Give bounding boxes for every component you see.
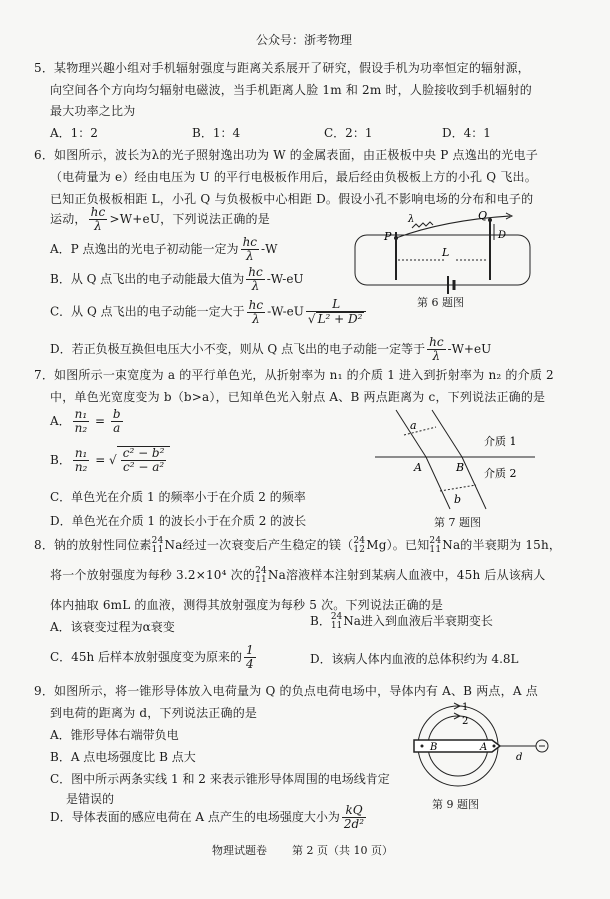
label-d: D — [498, 230, 507, 241]
label-medium-2: 介质 2 — [484, 467, 517, 480]
quarter-fraction — [244, 644, 256, 671]
page-header: 公众号：浙考物理 — [256, 33, 353, 47]
atomic-number: 12 — [353, 544, 366, 555]
q6-option-d-tail: -W+eU — [447, 342, 492, 356]
frac-denominator: √ L² + D² — [307, 312, 363, 326]
label-point-b: B — [456, 461, 465, 474]
frac-numerator: hc — [242, 235, 258, 249]
photon-energy-fraction — [427, 336, 445, 363]
q9-option-c-line-1: C．图中所示两条实线 1 和 2 来表示锥形导体周围的电场线肯定 — [50, 772, 390, 786]
q8-option-b-label: B． — [310, 614, 331, 628]
q9-option-b: B．A 点电场强度比 B 点大 — [50, 750, 196, 764]
atomic-number: 11 — [151, 544, 164, 555]
q8-option-b-text: Na进入到血液后半衰期变长 — [343, 614, 493, 628]
frac-numerator: L — [306, 298, 367, 312]
point-p — [394, 236, 398, 240]
q6-option-a — [50, 236, 277, 263]
photon-energy-fraction — [246, 266, 264, 293]
width-a-mark — [404, 427, 436, 435]
q7-option-d: D．单色光在介质 1 的波长小于在介质 2 的波长 — [50, 514, 307, 528]
q8-option-a: A．该衰变过程为α衰变 — [50, 620, 175, 634]
sqrt-radicand: L² + D² — [317, 312, 363, 326]
q9-option-a: A．锥形导体右端带负电 — [50, 728, 179, 742]
q6-option-d — [50, 336, 491, 363]
q8-option-d: D．该病人体内血液的总体积约为 4.8L — [310, 652, 519, 666]
label-medium-1: 介质 1 — [484, 435, 517, 448]
hole-q — [488, 218, 492, 222]
frac-numerator: n₁ — [74, 446, 88, 460]
q7-option-a: A． $\frac{\text{n₁}}{\text{n₂}}$ = $\frac{b}{a}$ — [50, 407, 121, 435]
q6-option-b-text: B．从 Q 点飞出的电子动能最大值为 — [50, 272, 245, 286]
q5-option-c: C．2：1 — [324, 126, 373, 140]
frac-numerator: hc — [248, 297, 264, 312]
q8-line-1 — [34, 536, 561, 555]
label-b: b — [454, 493, 462, 506]
frac-numerator: kQ — [342, 804, 366, 818]
q6-option-b-tail: -W-eU — [266, 272, 304, 286]
footer-title: 物理试题卷 — [212, 844, 267, 857]
na-isotope — [429, 537, 441, 555]
frac-numerator: 1 — [246, 643, 254, 657]
label-point-a: A — [414, 461, 422, 474]
q6-line-1: 6．如图所示，波长为λ的光子照射逸出功为 W 的金属表面，由正极板中央 P 点逸出的光电子 — [34, 148, 538, 162]
q9-option-c-line-2: 是错误的 — [66, 792, 115, 806]
index-ratio — [73, 447, 90, 474]
label-p: P — [384, 230, 392, 243]
frac-numerator: c² − b² — [122, 446, 165, 460]
ray-2-out — [462, 457, 486, 509]
frac-denominator: n₂ — [74, 421, 88, 435]
label-b: B — [430, 742, 438, 753]
frac-denominator: n₂ — [74, 460, 88, 474]
q9-figure-caption: 第 9 题图 — [432, 798, 479, 811]
q5-line-1: 5．某物理兴趣小组对手机辐射强度与距离关系展开了研究，假设手机为功率恒定的辐射源， — [34, 61, 530, 75]
q5-option-b: B．1：4 — [192, 126, 241, 140]
q5-line-3: 最大功率之比为 — [50, 104, 136, 118]
q8-line-2 — [50, 566, 545, 585]
q7-line-1: 7．如图所示一束宽度为 a 的平行单色光，从折射率为 n₁ 的介质 1 进入到折射率为 n₂ 的介质 2 — [34, 368, 554, 382]
frac-numerator: hc — [429, 335, 444, 349]
ray-2-in — [432, 410, 462, 457]
atomic-number: 11 — [255, 574, 267, 585]
label-line-2: 2 — [462, 716, 469, 727]
q7-figure-caption: 第 7 题图 — [434, 516, 481, 529]
light-wave — [412, 222, 433, 228]
frac-denominator: 2d² — [343, 817, 365, 831]
q9-line-1: 9．如图所示，将一锥形导体放入电荷量为 Q 的负点电荷电场中，导体内有 A、B 两点，A 点 — [34, 684, 538, 698]
label-l: L — [442, 246, 450, 259]
q6-line-3: 已知正负极板相距 L，小孔 Q 与负极板中心相距 D。假设小孔不影响电场的分布和电子的 — [50, 192, 534, 206]
photon-energy-fraction — [247, 299, 265, 326]
q6-line-4-suffix: >W+eU，下列说法正确的是 — [109, 212, 270, 226]
q6-line-2: （电荷量为 e）经由电压为 U 的平行电极板作用后，最后经由负极板上方的小孔 Q 飞出。 — [50, 170, 537, 184]
q6-option-c-text: C．从 Q 点飞出的电子动能一定大于 — [50, 304, 245, 319]
q8-line-1-part-b: Na经过一次衰变后产生稳定的镁（ — [164, 538, 354, 552]
mass-number: 24 — [429, 535, 442, 546]
mass-number: 24 — [255, 565, 267, 576]
q5-option-a: A．1：2 — [50, 126, 98, 140]
q8-line-3: 体内抽取 6mL 的血液，测得其放射强度为每秒 5 次。下列说法正确的是 — [50, 598, 444, 612]
frac-denominator: a — [113, 421, 121, 435]
q8-line-2-part-b: Na溶液样本注射到某病人血液中，45h 后从该病人 — [267, 568, 546, 582]
q8-line-2-part-a: 将一个放射强度为每秒 3.2×10⁴ 次的 — [50, 568, 256, 582]
frac-denominator: λ — [94, 219, 102, 233]
q6-option-c-tail: -W-eU — [267, 304, 304, 319]
frac-numerator: b — [112, 407, 121, 421]
q5-line-2: 向空间各个方向均匀辐射电磁波，当手机距离人脸 1m 和 2m 时，人脸接收到手机辐射的 — [50, 83, 532, 97]
q6-figure-caption: 第 6 题图 — [417, 296, 464, 309]
q7-option-b: B． $\frac{\text{n₁}}{\text{n₂}}$ = √ $\frac{\text{c² − b²}}{\text{c² − a²}}$ — [50, 446, 170, 474]
q7-option-a-label: A． — [50, 414, 71, 428]
index-ratio — [73, 408, 90, 435]
q6-option-b — [50, 266, 304, 293]
label-a: A — [480, 742, 488, 753]
photon-energy-fraction — [89, 206, 108, 233]
q6-line-4-prefix: 运动， — [50, 212, 87, 226]
sqrt-fraction — [121, 447, 167, 474]
frac-numerator: hc — [248, 265, 263, 279]
na-isotope — [255, 567, 267, 585]
q7-figure — [370, 405, 540, 515]
label-q: Q — [478, 210, 488, 222]
frac-denominator: λ — [432, 349, 441, 363]
na-isotope — [331, 613, 342, 631]
q6-line-4 — [50, 206, 270, 233]
q8-line-1-part-c: Mg）。已知 — [366, 538, 430, 552]
q9-line-2: 到电荷的距离为 d，下列说法正确的是 — [50, 706, 258, 720]
frac-denominator: 4 — [246, 657, 254, 671]
label-lambda: λ — [408, 214, 415, 225]
frac-denominator: λ — [252, 311, 260, 326]
q8-option-b — [310, 612, 493, 631]
mass-number: 24 — [151, 535, 164, 546]
frac-denominator: c² − a² — [122, 460, 165, 474]
mass-number: 24 — [353, 535, 366, 546]
q9-option-d — [50, 804, 368, 831]
na-isotope — [152, 537, 164, 555]
point-a-dot — [493, 745, 496, 748]
mg-isotope — [353, 537, 365, 555]
q7-option-b-label: B． — [50, 453, 71, 467]
q6-option-a-text: A．P 点逸出的光电子初动能一定为 — [50, 242, 239, 256]
footer-page: 第 2 页（共 10 页） — [292, 844, 393, 857]
q5-option-d: D．4：1 — [442, 126, 491, 140]
q6-option-a-tail: -W — [261, 242, 278, 256]
q8-line-1-part-a: 8．钠的放射性同位素 — [34, 538, 152, 552]
frac-denominator: λ — [245, 249, 254, 263]
ray-1-in — [396, 410, 426, 457]
sqrt-bar — [117, 446, 171, 474]
atomic-number: 11 — [429, 544, 442, 555]
q9-figure — [408, 698, 558, 798]
q6-option-d-text: D．若正负极互换但电压大小不变，则从 Q 点飞出的电子动能一定等于 — [50, 342, 426, 356]
width-ratio — [111, 408, 123, 435]
q7-line-2: 中，单色光宽度变为 b（b>a），已知单色光入射点 A、B 两点距离为 c，下列说法正确的是 — [50, 390, 546, 404]
mass-number: 24 — [330, 611, 343, 622]
q6-option-c — [50, 298, 368, 326]
q8-option-c — [50, 644, 258, 671]
ray-1-out — [426, 457, 450, 509]
frac-numerator: hc — [90, 205, 106, 219]
q8-option-c-text: C．45h 后样本放射强度变为原来的 — [50, 650, 242, 664]
field-fraction — [342, 804, 366, 831]
label-d: d — [516, 752, 523, 763]
q7-option-c: C．单色光在介质 1 的频率小于在介质 2 的频率 — [50, 490, 306, 504]
atomic-number: 11 — [330, 620, 343, 631]
frac-denominator: λ — [251, 279, 260, 293]
q8-line-1-part-d: Na的半衰期为 15h， — [442, 538, 562, 552]
label-line-1: 1 — [462, 702, 469, 713]
q9-option-d-text: D．导体表面的感应电荷在 A 点产生的电场强度大小为 — [50, 810, 340, 824]
point-b-dot — [421, 745, 424, 748]
frac-numerator: n₁ — [74, 407, 88, 421]
width-b-mark — [440, 485, 476, 491]
photon-energy-fraction — [241, 236, 259, 263]
label-a: a — [410, 419, 417, 432]
